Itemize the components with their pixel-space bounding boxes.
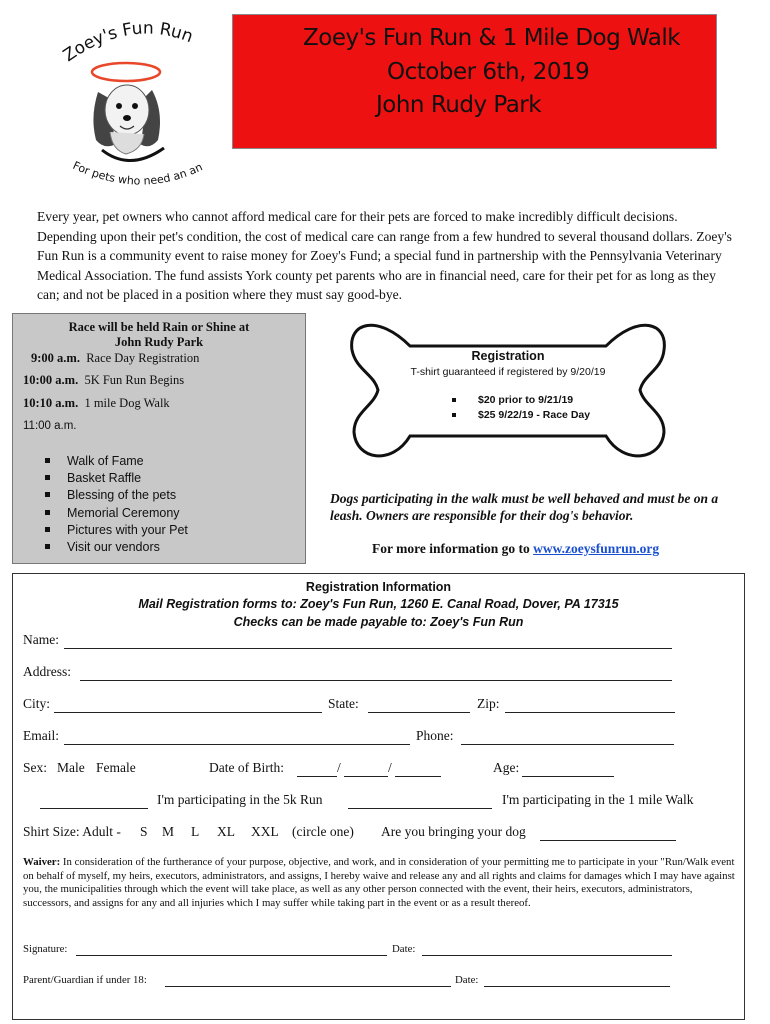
price-item: $20 prior to 9/21/19 [452, 394, 573, 406]
zip-label: Zip: [477, 696, 500, 711]
guardian-date-label: Date: [455, 974, 479, 986]
name-field[interactable] [64, 648, 672, 649]
signature-date-label: Date: [392, 943, 416, 955]
schedule-row: 9:00 a.m. Race Day Registration [31, 351, 200, 365]
mail-address: Mail Registration forms to: Zoey's Fun Run, 1260 E. Canal Road, Dover, PA 17315 [138, 597, 619, 611]
state-field[interactable] [368, 712, 470, 713]
registration-bone [348, 308, 668, 472]
guardian-label: Parent/Guardian if under 18: [23, 974, 147, 986]
signature-label: Signature: [23, 943, 68, 955]
logo-bottom-text: For pets who need an an [70, 158, 205, 188]
zoeys-fun-run-logo [60, 22, 220, 202]
dob-separator: / [388, 760, 392, 775]
city-label: City: [23, 696, 51, 711]
phone-field[interactable] [461, 744, 674, 745]
bone-title: Registration [471, 349, 545, 363]
shirt-size-m[interactable]: M [162, 824, 175, 839]
state-label: State: [328, 696, 359, 711]
walk-1mile-label: I'm participating in the 1 mile Walk [502, 792, 694, 807]
bringing-dog-field[interactable] [540, 840, 676, 841]
phone-label: Phone: [416, 728, 454, 743]
event-date: October 6th, 2019 [387, 59, 590, 85]
schedule-park: John Rudy Park [114, 335, 204, 349]
sex-label: Sex: [23, 760, 48, 775]
guardian-signature-field[interactable] [165, 986, 451, 987]
bringing-dog-label: Are you bringing your dog [381, 824, 526, 839]
checks-payable: Checks can be made payable to: Zoey's Fun Run [233, 615, 524, 629]
shirt-size-xl[interactable]: XL [217, 824, 235, 839]
leash-notice: Dogs participating in the walk must be well behaved and must be on a leash. Owners are responsible for their dog's behavior. [330, 491, 719, 523]
logo-top-text: Zoey's Fun Run [60, 22, 196, 66]
event-location: John Rudy Park [376, 92, 542, 118]
website-link[interactable]: www.zoeysfunrun.org [533, 541, 660, 556]
activity-item: Blessing of the pets [45, 488, 176, 502]
svg-text:Zoey's Fun Run [60, 22, 196, 66]
price-item: $25 9/22/19 - Race Day [452, 409, 590, 421]
activity-item: Walk of Fame [45, 454, 144, 468]
address-label: Address: [23, 664, 71, 679]
run-5k-label: I'm participating in the 5k Run [157, 792, 323, 807]
age-label: Age: [493, 760, 520, 775]
shirt-size-s[interactable]: S [140, 824, 148, 839]
dob-label: Date of Birth: [209, 760, 284, 775]
bone-subtitle: T-shirt guaranteed if registered by 9/20/19 [410, 366, 606, 378]
signature-field[interactable] [76, 955, 387, 956]
schedule-title: Race will be held Rain or Shine at [68, 320, 250, 334]
intro-paragraph: Every year, pet owners who cannot afford medical care for their pets are forced to make incredibly difficult decisions. Depending upon their pet's condition, the cost of medical care can range from a few hundred to several thousand dollars. Zoey's Fun Run is a community event to raise money for Zoey's Fund; a special fund in partnership with the Pennsylvania Veterinary Medical Association. The fund assists York county pet parents who are in financial need, care for their pet for as long as they can; and not be placed in a position where they must say good-bye. [37, 209, 732, 302]
waiver-text: Waiver: In consideration of the furtherance of your purpose, objective, and work, and in consideration of your permitting me to participate in your "Run/Walk event on behalf of myself, my heirs, executors, administrators, and assigns, I hereby waive and release any and all rights and claims for damages which I may have against you, the municipalities through which the event will take place, as well as any other person connected with the event, their heirs, executors, administrators, successors, and assigns for any and all injuries which I may suffer while taking part in the event or as a result thereof. [23, 856, 735, 909]
dob-month-field[interactable] [297, 776, 337, 777]
more-info-line: For more information go to www.zoeysfunrun.org [372, 541, 660, 556]
activity-item: Pictures with your Pet [45, 523, 188, 537]
guardian-date-field[interactable] [484, 986, 670, 987]
email-label: Email: [23, 728, 59, 743]
age-field[interactable] [522, 776, 614, 777]
shirt-size-xxl[interactable]: XXL [251, 824, 279, 839]
dob-separator: / [337, 760, 341, 775]
activity-item: Basket Raffle [45, 471, 141, 485]
sex-female-option[interactable]: Female [96, 760, 136, 775]
dob-day-field[interactable] [344, 776, 388, 777]
event-header-banner [232, 14, 717, 149]
walk-1mile-field[interactable] [348, 808, 492, 809]
form-title: Registration Information [305, 580, 452, 594]
activity-item: Visit our vendors [45, 540, 160, 554]
activity-item: Memorial Ceremony [45, 506, 180, 520]
dob-year-field[interactable] [395, 776, 441, 777]
shirt-size-label: Shirt Size: Adult - [23, 824, 121, 839]
sex-male-option[interactable]: Male [57, 760, 85, 775]
shirt-size-l[interactable]: L [191, 824, 200, 839]
run-5k-field[interactable] [40, 808, 148, 809]
address-field[interactable] [80, 680, 672, 681]
schedule-row: 10:00 a.m. 5K Fun Run Begins [23, 373, 185, 387]
schedule-box [12, 313, 306, 564]
schedule-row: 11:00 a.m. [23, 420, 77, 432]
event-title: Zoey's Fun Run & 1 Mile Dog Walk [303, 25, 681, 51]
signature-date-field[interactable] [422, 955, 672, 956]
city-field[interactable] [54, 712, 322, 713]
email-field[interactable] [64, 744, 410, 745]
zip-field[interactable] [505, 712, 675, 713]
circle-one-hint: (circle one) [292, 824, 354, 839]
schedule-row: 10:10 a.m. 1 mile Dog Walk [23, 396, 170, 410]
name-label: Name: [23, 632, 59, 647]
